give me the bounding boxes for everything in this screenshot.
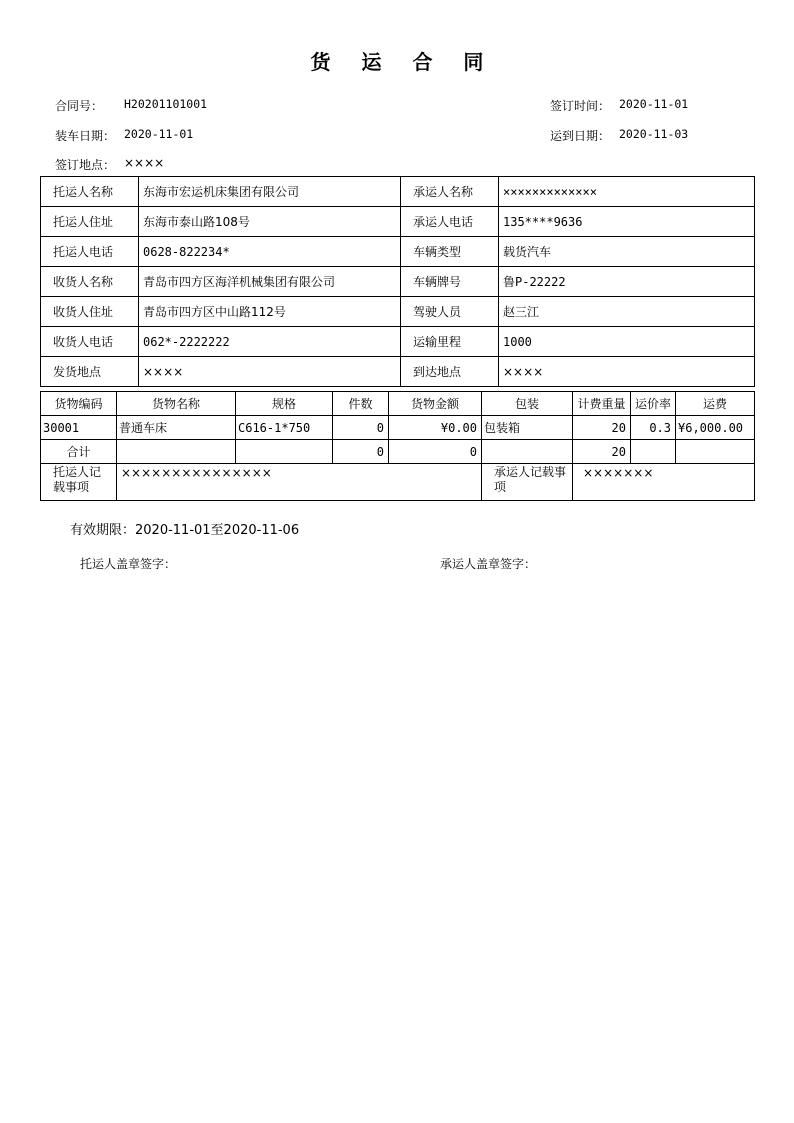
goods-row bbox=[41, 416, 755, 440]
table-row bbox=[41, 327, 755, 357]
party-value: 赵三江 bbox=[499, 297, 755, 327]
arrive-date-label: 运到日期： bbox=[550, 129, 611, 143]
empty-cell bbox=[631, 440, 676, 464]
party-value: 青岛市四方区海洋机械集团有限公司 bbox=[139, 267, 401, 297]
table-row bbox=[41, 267, 755, 297]
party-value: 东海市泰山路108号 bbox=[139, 207, 401, 237]
party-label: 收货人电话 bbox=[41, 327, 139, 357]
empty-cell bbox=[482, 440, 573, 464]
party-value: 鲁P-22222 bbox=[499, 267, 755, 297]
goods-rate: 0.3 bbox=[631, 416, 676, 440]
load-date-label: 装车日期： bbox=[55, 129, 116, 143]
goods-total-row bbox=[41, 440, 755, 464]
carrier-sign-label: 承运人盖章签字： bbox=[440, 557, 537, 571]
party-value: ××××××××××××× bbox=[499, 177, 755, 207]
party-value: ×××× bbox=[499, 357, 755, 387]
total-amount: 0 bbox=[389, 440, 482, 464]
table-row bbox=[41, 237, 755, 267]
party-label: 收货人名称 bbox=[41, 267, 139, 297]
contract-no-label: 合同号： bbox=[55, 99, 104, 113]
party-label: 收货人住址 bbox=[41, 297, 139, 327]
validity-period: 有效期限：2020-11-01至2020-11-06 bbox=[70, 523, 300, 538]
party-label: 托运人名称 bbox=[41, 177, 139, 207]
goods-weight: 20 bbox=[573, 416, 631, 440]
column-header: 包装 bbox=[482, 392, 573, 416]
sign-place: ×××× bbox=[124, 156, 165, 170]
party-label: 承运人电话 bbox=[401, 207, 499, 237]
party-label: 车辆牌号 bbox=[401, 267, 499, 297]
party-value: 青岛市四方区中山路112号 bbox=[139, 297, 401, 327]
parties-table bbox=[40, 176, 755, 387]
party-value: 062*-2222222 bbox=[139, 327, 401, 357]
contract-no: H20201101001 bbox=[124, 97, 208, 111]
notes-row bbox=[41, 464, 755, 501]
party-label: 发货地点 bbox=[41, 357, 139, 387]
total-weight: 20 bbox=[573, 440, 631, 464]
sign-time-label: 签订时间： bbox=[550, 99, 611, 113]
party-value: 135****9636 bbox=[499, 207, 755, 237]
party-label: 驾驶人员 bbox=[401, 297, 499, 327]
goods-pack: 包装箱 bbox=[482, 416, 573, 440]
column-header: 货物编码 bbox=[41, 392, 117, 416]
table-row bbox=[41, 297, 755, 327]
goods-name: 普通车床 bbox=[117, 416, 236, 440]
table-row bbox=[41, 177, 755, 207]
empty-cell bbox=[236, 440, 333, 464]
goods-header-row bbox=[41, 392, 755, 416]
party-label: 到达地点 bbox=[401, 357, 499, 387]
party-value: 1000 bbox=[499, 327, 755, 357]
goods-freight: ¥6,000.00 bbox=[676, 416, 755, 440]
party-value: 东海市宏运机床集团有限公司 bbox=[139, 177, 401, 207]
column-header: 件数 bbox=[333, 392, 389, 416]
empty-cell bbox=[117, 440, 236, 464]
arrive-date: 2020-11-03 bbox=[619, 127, 689, 141]
shipper-notes-value: ××××××××××××××× bbox=[117, 464, 482, 501]
total-qty: 0 bbox=[333, 440, 389, 464]
column-header: 运费 bbox=[676, 392, 755, 416]
goods-code: 30001 bbox=[41, 416, 117, 440]
total-label: 合计 bbox=[41, 440, 117, 464]
goods-qty: 0 bbox=[333, 416, 389, 440]
shipper-notes-label: 托运人记载事项 bbox=[41, 464, 117, 501]
contract-title: 货 运 合 同 bbox=[310, 50, 496, 74]
carrier-notes-value: ××××××× bbox=[573, 464, 755, 501]
column-header: 货物金额 bbox=[389, 392, 482, 416]
column-header: 货物名称 bbox=[117, 392, 236, 416]
party-label: 托运人电话 bbox=[41, 237, 139, 267]
party-value: 载货汽车 bbox=[499, 237, 755, 267]
carrier-notes-label: 承运人记载事项 bbox=[482, 464, 573, 501]
empty-cell bbox=[676, 440, 755, 464]
column-header: 运价率 bbox=[631, 392, 676, 416]
shipper-sign-label: 托运人盖章签字： bbox=[80, 557, 177, 571]
goods-table bbox=[40, 391, 755, 501]
sign-place-label: 签订地点： bbox=[55, 158, 116, 172]
column-header: 规格 bbox=[236, 392, 333, 416]
table-row bbox=[41, 207, 755, 237]
sign-time: 2020-11-01 bbox=[619, 97, 689, 111]
column-header: 计费重量 bbox=[573, 392, 631, 416]
table-row bbox=[41, 357, 755, 387]
goods-spec: C616-1*750 bbox=[236, 416, 333, 440]
goods-amount: ¥0.00 bbox=[389, 416, 482, 440]
party-label: 车辆类型 bbox=[401, 237, 499, 267]
load-date: 2020-11-01 bbox=[124, 127, 194, 141]
party-label: 运输里程 bbox=[401, 327, 499, 357]
party-value: 0628-822234* bbox=[139, 237, 401, 267]
party-label: 承运人名称 bbox=[401, 177, 499, 207]
party-label: 托运人住址 bbox=[41, 207, 139, 237]
party-value: ×××× bbox=[139, 357, 401, 387]
